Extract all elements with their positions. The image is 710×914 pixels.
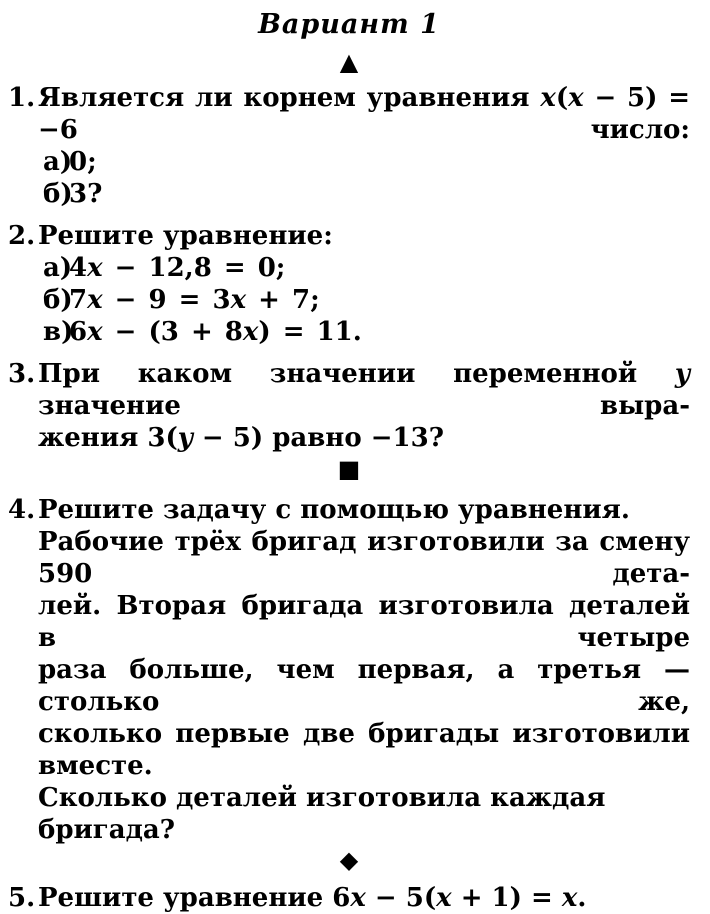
problem-number: 1. [8, 83, 36, 113]
sub-item [38, 252, 690, 284]
problem-line: жения 3(y − 5) равно −13? [38, 423, 444, 453]
problem-line: Решите уравнение: [38, 221, 333, 251]
problem-line: Решите задачу с помощью уравнения. [38, 495, 630, 525]
sub-item [38, 284, 690, 316]
sub-label: а) [43, 253, 73, 283]
triangle-marker: ▲ [339, 48, 359, 76]
problem-5 [8, 882, 690, 914]
problem-line: сколько первые две бригады изготовили вместе. [38, 719, 690, 781]
problem-number: 5. [8, 883, 36, 913]
problem-content [38, 82, 690, 210]
problem-content [38, 494, 690, 846]
problem-line: Сколько деталей изготовила каждая бригада? [38, 783, 606, 845]
diamond-marker: ◆ [339, 846, 359, 874]
problem-number: 2. [8, 221, 36, 251]
problem-content [38, 882, 690, 914]
problem-line: Является ли корнем уравнения x(x − 5) = −6 число: [38, 83, 690, 145]
sub-label: б) [43, 179, 73, 209]
problem-line: раза больше, чем первая, а третья — столько же, [38, 655, 690, 717]
problem-number: 3. [8, 359, 36, 389]
sub-text: 3? [69, 179, 103, 209]
problem-line: Рабочие трёх бригад изготовили за смену 590 дета- [38, 527, 690, 589]
problem-line: лей. Вторая бригада изготовила деталей в четыре [38, 591, 690, 653]
sub-text: 0; [69, 147, 97, 177]
sub-item [38, 316, 690, 348]
problem-1 [8, 82, 690, 210]
problem-2 [8, 220, 690, 348]
sub-label: в) [43, 317, 74, 347]
problem-line: При каком значении переменной y значение выра- [38, 359, 690, 421]
sub-text: 4x − 12,8 = 0; [69, 253, 286, 283]
problem-number: 4. [8, 495, 36, 525]
square-marker: ■ [337, 455, 361, 483]
sub-text: 7x − 9 = 3x + 7; [69, 285, 320, 315]
problem-4 [8, 494, 690, 846]
problem-content [38, 220, 690, 348]
problem-line: Решите уравнение 6x − 5(x + 1) = x. [38, 883, 587, 913]
problem-3 [8, 358, 690, 454]
sub-label: а) [43, 147, 73, 177]
problem-content [38, 358, 690, 454]
sub-item [38, 146, 690, 178]
sub-label: б) [43, 285, 73, 315]
worksheet-title: Вариант 1 [258, 9, 440, 40]
sub-item [38, 178, 690, 210]
sub-text: 6x − (3 + 8x) = 11. [69, 317, 362, 347]
